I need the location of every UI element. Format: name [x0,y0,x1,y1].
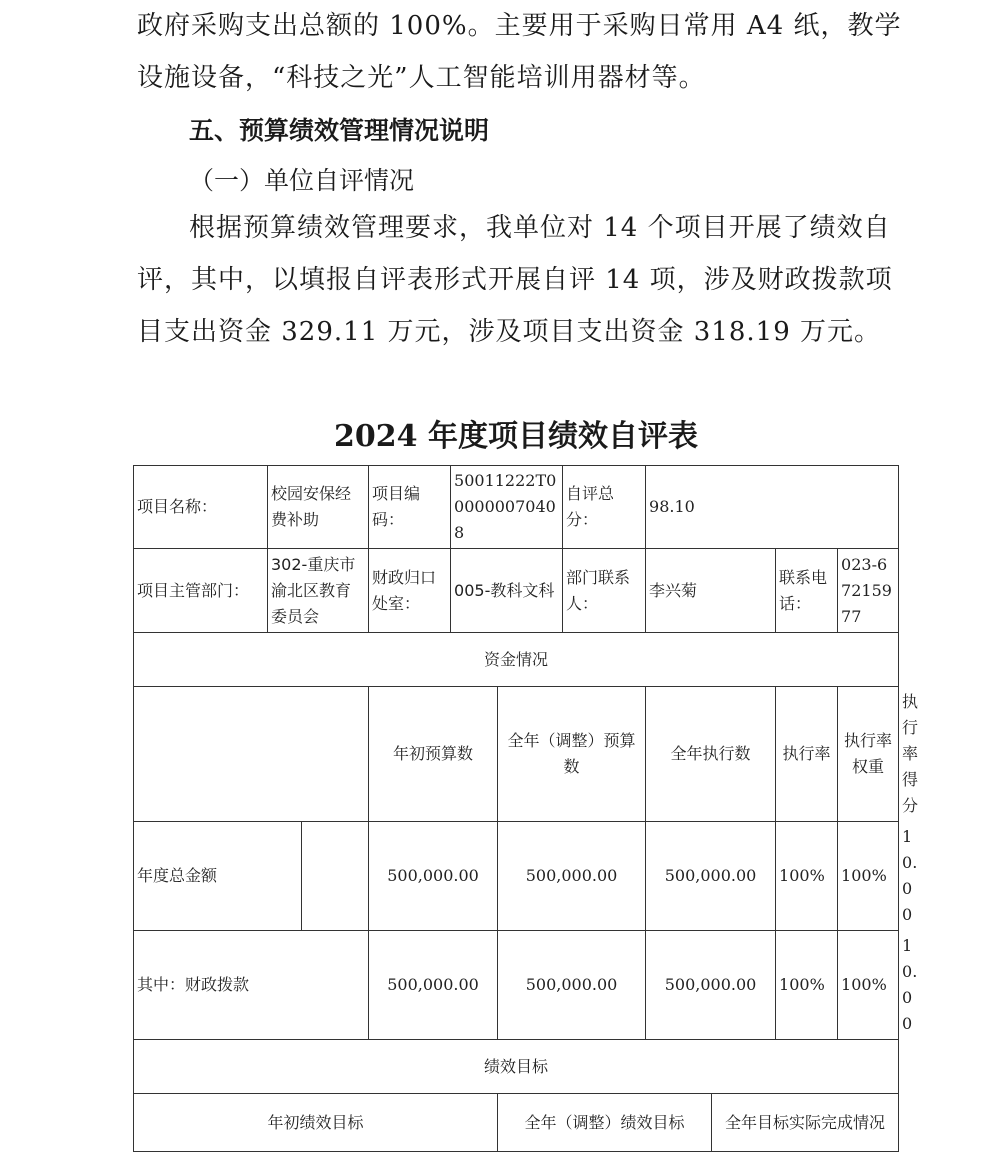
funds-row-initial: 500,000.00 [369,822,498,931]
summary-line: 根据预算绩效管理要求，我单位对 14 个项目开展了绩效自 [189,213,891,243]
self-evaluation-table [133,465,919,1152]
summary-paragraph [137,202,893,358]
funds-row-label: 其中：财政拨款 [134,931,369,1040]
funds-row-adjusted: 500,000.00 [498,822,646,931]
funds-row-adjusted: 500,000.00 [498,931,646,1040]
funds-row-rate: 100% [776,822,838,931]
dept-label: 项目主管部门： [134,549,268,633]
funds-header-blank [134,687,369,822]
contact-person-label: 部门联系人： [563,549,646,633]
funds-row-rate: 100% [776,931,838,1040]
funds-row-blank [302,822,369,931]
funds-header-initial: 年初预算数 [369,687,498,822]
project-code-label: 项目编码： [369,466,451,549]
project-name-label: 项目名称： [134,466,268,549]
intro-line: 设施设备，“科技之光”人工智能培训用器材等。 [137,63,706,93]
table-row [134,549,899,633]
funds-row-weight: 100% [838,822,899,931]
phone-label: 联系电话： [776,549,838,633]
table-title: 2024 年度项目绩效自评表 [334,419,698,454]
self-score-label: 自评总分： [563,466,646,549]
self-score-value: 98.10 [646,466,899,549]
table-row [134,1040,899,1094]
goals-header-adjusted: 全年（调整）绩效目标 [498,1094,712,1152]
funds-header-rate: 执行率 [776,687,838,822]
funds-row-label: 年度总金额 [134,822,302,931]
contact-person-value: 李兴菊 [646,549,776,633]
section-heading: 五、预算绩效管理情况说明 [189,116,490,145]
table-row: 其中：财政拨款 500,000.00 500,000.00 500,000.00 100% 100% 10.00 [134,931,899,1040]
project-name-value: 校园安保经费补助 [268,466,369,549]
funds-header-executed: 全年执行数 [646,687,776,822]
intro-paragraph [137,0,902,104]
funds-section-header: 资金情况 [134,633,899,687]
table-row [134,466,899,549]
summary-line: 评，其中，以填报自评表形式开展自评 14 项，涉及财政拨款项 [137,265,893,295]
table-row: 年度总金额 500,000.00 500,000.00 500,000.00 100% 100% 10.00 [134,822,899,931]
funds-header-adjusted: 全年（调整）预算数 [498,687,646,822]
goals-header-actual: 全年目标实际完成情况 [712,1094,899,1152]
project-code-value: 50011222T000000070408 [451,466,563,549]
funds-row-executed: 500,000.00 [646,931,776,1040]
funds-header-weight: 执行率权重 [838,687,899,822]
summary-line: 目支出资金 329.11 万元，涉及项目支出资金 318.19 万元。 [137,317,882,347]
funds-row-weight: 100% [838,931,899,1040]
phone-value: 023-67215977 [838,549,899,633]
goals-section-header: 绩效目标 [134,1040,899,1094]
table-row: 年初预算数 全年（调整）预算数 全年执行数 执行率 执行率权重 执行率得分 [134,687,899,822]
table-row [134,1094,899,1152]
intro-line: 政府采购支出总额的 100%。主要用于采购日常用 A4 纸，教学 [137,11,902,41]
subsection-heading: （一）单位自评情况 [189,166,415,195]
table-row [134,633,899,687]
finance-office-value: 005-教科文科 [451,549,563,633]
funds-row-initial: 500,000.00 [369,931,498,1040]
finance-office-label: 财政归口处室： [369,549,451,633]
funds-row-executed: 500,000.00 [646,822,776,931]
dept-value: 302-重庆市渝北区教育委员会 [268,549,369,633]
goals-header-initial: 年初绩效目标 [134,1094,498,1152]
